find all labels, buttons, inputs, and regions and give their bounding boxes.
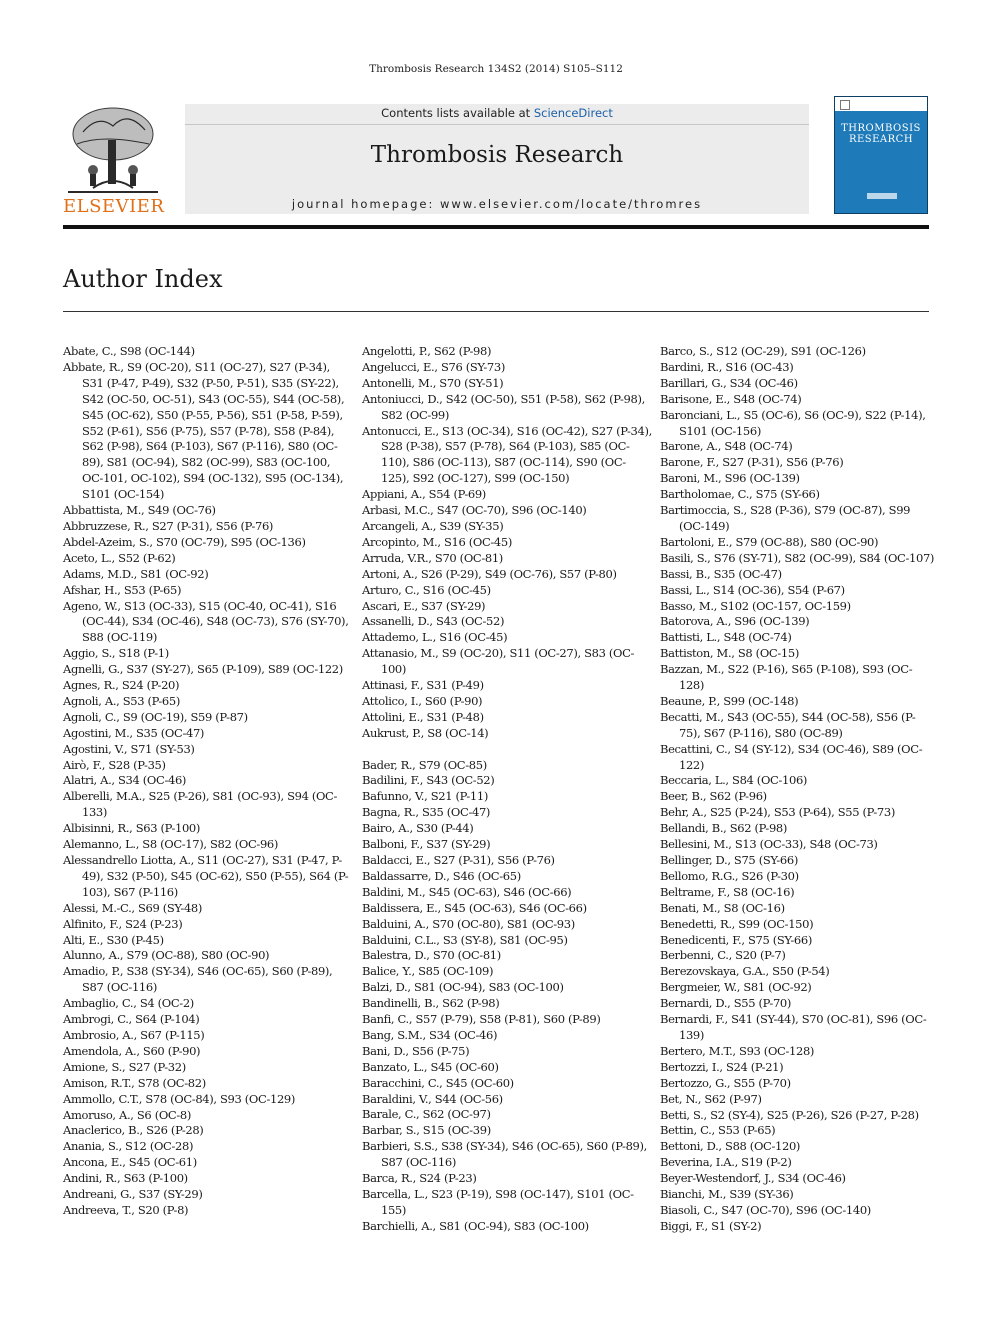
author-entry: Bairo, A., S30 (P-44) — [362, 821, 474, 836]
cover-title — [835, 123, 927, 145]
author-entry: Bassi, L., S14 (OC-36), S54 (P-67) — [660, 582, 845, 597]
author-entry: Ambaglio, C., S4 (OC-2) — [63, 996, 194, 1011]
author-entry: Agnes, R., S24 (P-20) — [63, 678, 180, 693]
author-entry: Balduini, A., S70 (OC-80), S81 (OC-93) — [362, 916, 575, 931]
author-entry: Alunno, A., S79 (OC-88), S80 (OC-90) — [63, 948, 270, 963]
author-entry: Bartholomae, C., S75 (SY-66) — [660, 487, 820, 502]
journal-homepage-link[interactable]: journal homepage: www.elsevier.com/locate/thromres — [291, 197, 703, 211]
author-entry: Baldacci, E., S27 (P-31), S56 (P-76) — [362, 852, 555, 867]
author-entry: Attademo, L., S16 (OC-45) — [362, 630, 508, 645]
author-entry: Bellinger, D., S75 (SY-66) — [660, 853, 798, 867]
author-entry: Beverina, I.A., S19 (P-2) — [660, 1155, 792, 1170]
author-entry: Andreani, G., S37 (SY-29) — [63, 1187, 203, 1202]
author-entry: Appiani, A., S54 (P-69) — [362, 487, 486, 502]
author-entry: Basso, M., S102 (OC-157, OC-159) — [660, 598, 851, 613]
author-entry: Benedetti, R., S99 (OC-150) — [660, 916, 814, 931]
author-entry: Airò, F., S28 (P-35) — [63, 757, 166, 772]
author-entry: Barcella, L., S23 (P-19), S98 (OC-147), S101 (OC-155) — [362, 1187, 634, 1217]
author-entry: Barale, C., S62 (OC-97) — [362, 1107, 491, 1122]
cover-title-line2: RESEARCH — [848, 134, 914, 145]
author-entry: Aceto, L., S52 (P-62) — [63, 550, 176, 565]
author-entry: Barone, A., S48 (OC-74) — [660, 439, 793, 454]
author-entry: Abdel-Azeim, S., S70 (OC-79), S95 (OC-136) — [63, 534, 306, 549]
author-entry: Ancona, E., S45 (OC-61) — [63, 1155, 197, 1170]
author-entry: Angelucci, E., S76 (SY-73) — [362, 359, 505, 374]
author-entry: Attolini, E., S31 (P-48) — [362, 709, 484, 724]
author-entry: Andreeva, T., S20 (P-8) — [63, 1202, 189, 1217]
author-entry: Bafunno, V., S21 (P-11) — [362, 789, 488, 804]
author-entry: Balice, Y., S85 (OC-109) — [362, 964, 494, 979]
author-entry: Betti, S., S2 (SY-4), S25 (P-26), S26 (P-27, P-28) — [660, 1107, 919, 1122]
contents-prefix: Contents lists available at — [381, 106, 534, 120]
author-entry: Batorova, A., S96 (OC-139) — [660, 614, 810, 629]
author-entry: Becatti, M., S43 (OC-55), S44 (OC-58), S56 (P-75), S67 (P-116), S80 (OC-89) — [660, 709, 916, 740]
author-entry: Attolico, I., S60 (P-90) — [362, 693, 483, 708]
author-entry: Abbruzzese, R., S27 (P-31), S56 (P-76) — [63, 518, 274, 533]
author-entry: Beccaria, L., S84 (OC-106) — [660, 773, 808, 788]
author-entry: Alberelli, M.A., S25 (P-26), S81 (OC-93), S94 (OC-133) — [63, 789, 338, 820]
author-entry: Arcangeli, A., S39 (SY-35) — [362, 518, 504, 533]
author-entry: Bani, D., S56 (P-75) — [362, 1043, 470, 1058]
author-entry: Benati, M., S8 (OC-16) — [660, 900, 785, 915]
author-entry: Barillari, G., S34 (OC-46) — [660, 375, 798, 390]
author-entry: Baldini, M., S45 (OC-63), S46 (OC-66) — [362, 884, 572, 899]
author-entry: Bet, N., S62 (P-97) — [660, 1091, 762, 1106]
author-entry: Bergmeier, W., S81 (OC-92) — [660, 980, 812, 995]
journal-banner — [185, 104, 809, 214]
author-entry: Ageno, W., S13 (OC-33), S15 (OC-40, OC-41), S16 (OC-44), S34 (OC-46), S48 (OC-73), S76 (SY-70), S88 (OC-119) — [63, 598, 349, 645]
author-entry: Arbasi, M.C., S47 (OC-70), S96 (OC-140) — [362, 503, 587, 518]
author-entry: Arcopinto, M., S16 (OC-45) — [362, 534, 512, 549]
author-entry: Benedicenti, F., S75 (SY-66) — [660, 932, 812, 947]
author-entry: Alatri, A., S34 (OC-46) — [63, 773, 187, 788]
author-entry: Amendola, A., S60 (P-90) — [63, 1043, 201, 1058]
author-entry: Barca, R., S24 (P-23) — [362, 1171, 477, 1186]
author-entry: Badilini, F., S43 (OC-52) — [362, 773, 495, 788]
author-entry: Bellesini, M., S13 (OC-33), S48 (OC-73) — [660, 837, 878, 852]
author-entry: Afshar, H., S53 (P-65) — [63, 582, 182, 597]
elsevier-wordmark: ELSEVIER — [63, 196, 165, 217]
author-entry: Barbieri, S.S., S38 (SY-34), S46 (OC-65), S60 (P-89), S87 (OC-116) — [362, 1139, 647, 1170]
author-entry: Abbattista, M., S49 (OC-76) — [63, 503, 216, 518]
author-entry: Barone, F., S27 (P-31), S56 (P-76) — [660, 455, 844, 470]
author-entry: Agnoli, A., S53 (P-65) — [63, 693, 181, 708]
author-entry: Bernardi, F., S41 (SY-44), S70 (OC-81), S96 (OC-139) — [660, 1012, 927, 1042]
author-entry: Albisinni, R., S63 (P-100) — [63, 821, 201, 836]
author-entry: Bellomo, R.G., S26 (P-30) — [660, 868, 799, 883]
author-entry: Barisone, E., S48 (OC-74) — [660, 391, 802, 406]
contents-lists-line — [185, 106, 809, 120]
author-entry: Aggio, S., S18 (P-1) — [63, 646, 169, 661]
author-entry: Abate, C., S98 (OC-144) — [63, 344, 195, 358]
author-entry: Aukrust, P., S8 (OC-14) — [362, 725, 489, 740]
index-column-3 — [660, 344, 935, 1235]
author-entry: Ascari, E., S37 (SY-29) — [362, 598, 486, 613]
author-entry: Berbenni, C., S20 (P-7) — [660, 948, 786, 963]
author-entry: Arruda, V.R., S70 (OC-81) — [362, 550, 503, 565]
author-entry: Alfinito, F., S24 (P-23) — [63, 916, 183, 931]
author-entry: Antonelli, M., S70 (SY-51) — [362, 375, 504, 390]
author-entry: Bertero, M.T., S93 (OC-128) — [660, 1043, 815, 1058]
author-entry: Barbar, S., S15 (OC-39) — [362, 1123, 491, 1138]
author-entry: Abbate, R., S9 (OC-20), S11 (OC-27), S27 (P-34), S31 (P-47, P-49), S32 (P-50, P-51), S35 (SY-22), S42 (OC-50, OC-51), S43 (OC-55), S44 (OC-58), S45 (OC-62), S50 (P-55, P-56), S51 (P-58, P-59), S52 (P-61), S56 (P-75), S57 (P-78), S58 (P-84), S62 (P-98), S64 (P-103), S67 (P-116), S80 (OC-89), S81 (OC-94), S82 (OC-99), S83 (OC-100, OC-101, OC-102), S94 (OC-132), S95 (OC-134), S101 (OC-154) — [63, 359, 345, 502]
cover-title-line1: THROMBOSIS — [841, 123, 921, 134]
author-entry: Ambrogi, C., S64 (P-104) — [63, 1012, 200, 1027]
author-entry: Baroni, M., S96 (OC-139) — [660, 471, 800, 486]
index-column-1 — [63, 344, 353, 1219]
author-entry: Bader, R., S79 (OC-85) — [362, 757, 487, 772]
author-entry: Beaune, P., S99 (OC-148) — [660, 693, 799, 708]
letter-group-gap — [362, 742, 652, 758]
author-entry: Banzato, L., S45 (OC-60) — [362, 1059, 499, 1074]
author-entry: Bandinelli, B., S62 (P-98) — [362, 996, 500, 1011]
author-entry: Andini, R., S63 (P-100) — [63, 1171, 188, 1186]
author-entry: Arturo, C., S16 (OC-45) — [362, 582, 491, 597]
author-entry: Alemanno, L., S8 (OC-17), S82 (OC-96) — [63, 837, 279, 852]
author-entry: Berezovskaya, G.A., S50 (P-54) — [660, 964, 830, 979]
author-entry: Banfi, C., S57 (P-79), S58 (P-81), S60 (P-89) — [362, 1012, 601, 1027]
author-entry: Amison, R.T., S78 (OC-82) — [63, 1075, 206, 1090]
author-entry: Becattini, C., S4 (SY-12), S34 (OC-46), S89 (OC-122) — [660, 741, 923, 772]
author-entry: Biasoli, C., S47 (OC-70), S96 (OC-140) — [660, 1202, 871, 1217]
author-entry: Baracchini, C., S45 (OC-60) — [362, 1075, 514, 1090]
author-entry: Basili, S., S76 (SY-71), S82 (OC-99), S84 (OC-107) — [660, 550, 935, 565]
journal-citation: Thrombosis Research 134S2 (2014) S105–S112 — [369, 63, 623, 75]
author-entry: Alessandrello Liotta, A., S11 (OC-27), S31 (P-47, P-49), S32 (P-50), S45 (OC-62), S50 (P-55), S64 (P-103), S67 (P-116) — [63, 853, 349, 899]
author-entry: Barco, S., S12 (OC-29), S91 (OC-126) — [660, 344, 866, 358]
author-entry: Artoni, A., S26 (P-29), S49 (OC-76), S57 (P-80) — [362, 566, 617, 581]
author-entry: Bettin, C., S53 (P-65) — [660, 1123, 776, 1138]
author-entry: Battiston, M., S8 (OC-15) — [660, 646, 799, 661]
author-entry: Bellandi, B., S62 (P-98) — [660, 821, 788, 836]
author-entry: Bartimoccia, S., S28 (P-36), S79 (OC-87), S99 (OC-149) — [660, 503, 911, 533]
journal-cover-thumbnail — [834, 96, 928, 214]
author-entry: Adams, M.D., S81 (OC-92) — [63, 566, 209, 581]
title-rule — [63, 311, 929, 312]
author-entry: Bassi, B., S35 (OC-47) — [660, 566, 782, 581]
author-entry: Balzi, D., S81 (OC-94), S83 (OC-100) — [362, 980, 564, 995]
author-entry: Amoruso, A., S6 (OC-8) — [63, 1107, 191, 1122]
author-entry: Bazzan, M., S22 (P-16), S65 (P-108), S93 (OC-128) — [660, 662, 913, 693]
author-entry: Agostini, V., S71 (SY-53) — [63, 741, 195, 756]
author-entry: Agnoli, C., S9 (OC-19), S59 (P-87) — [63, 709, 248, 724]
author-entry: Bianchi, M., S39 (SY-36) — [660, 1187, 794, 1202]
author-entry: Amadio, P., S38 (SY-34), S46 (OC-65), S60 (P-89), S87 (OC-116) — [63, 964, 333, 995]
cover-header-strip — [835, 97, 927, 111]
author-entry: Anania, S., S12 (OC-28) — [63, 1139, 194, 1154]
author-entry: Baldissera, E., S45 (OC-63), S46 (OC-66) — [362, 900, 587, 915]
author-entry: Antoniucci, D., S42 (OC-50), S51 (P-58), S62 (P-98), S82 (OC-99) — [362, 391, 645, 422]
index-column-2 — [362, 344, 652, 1235]
author-entry: Attanasio, M., S9 (OC-20), S11 (OC-27), S83 (OC-100) — [362, 646, 635, 677]
author-entry: Bernardi, D., S55 (P-70) — [660, 996, 792, 1011]
author-entry: Bartoloni, E., S79 (OC-88), S80 (OC-90) — [660, 534, 879, 549]
author-entry: Ammollo, C.T., S78 (OC-84), S93 (OC-129) — [63, 1091, 296, 1106]
author-entry: Agostini, M., S35 (OC-47) — [63, 725, 205, 740]
author-entry: Balboni, F., S37 (SY-29) — [362, 837, 491, 852]
author-entry: Alessi, M.-C., S69 (SY-48) — [63, 900, 203, 915]
header-rule — [63, 225, 929, 229]
author-entry: Behr, A., S25 (P-24), S53 (P-64), S55 (P-73) — [660, 805, 896, 820]
author-entry: Beyer-Westendorf, J., S34 (OC-46) — [660, 1171, 846, 1186]
author-entry: Baronciani, L., S5 (OC-6), S6 (OC-9), S22 (P-14), S101 (OC-156) — [660, 407, 926, 438]
author-entry: Beer, B., S62 (P-96) — [660, 789, 767, 804]
author-entry: Assanelli, D., S43 (OC-52) — [362, 614, 505, 629]
journal-name: Thrombosis Research — [370, 142, 624, 168]
author-entry: Bang, S.M., S34 (OC-46) — [362, 1027, 498, 1042]
author-entry: Balduini, C.L., S3 (SY-8), S81 (OC-95) — [362, 932, 568, 947]
author-entry: Biggi, F., S1 (SY-2) — [660, 1218, 762, 1233]
author-entry: Barchielli, A., S81 (OC-94), S83 (OC-100) — [362, 1218, 589, 1233]
author-entry: Battisti, L., S48 (OC-74) — [660, 630, 792, 645]
author-entry: Anaclerico, B., S26 (P-28) — [63, 1123, 204, 1138]
author-entry: Alti, E., S30 (P-45) — [63, 932, 164, 947]
author-entry: Bertozzi, I., S24 (P-21) — [660, 1059, 784, 1074]
author-entry: Bertozzo, G., S55 (P-70) — [660, 1075, 791, 1090]
author-entry: Attinasi, F., S31 (P-49) — [362, 678, 484, 693]
author-entry: Beltrame, F., S8 (OC-16) — [660, 884, 795, 899]
cover-publisher-icon — [840, 100, 850, 110]
author-entry: Baldassarre, D., S46 (OC-65) — [362, 868, 521, 883]
author-entry: Bardini, R., S16 (OC-43) — [660, 359, 794, 374]
author-entry: Antonucci, E., S13 (OC-34), S16 (OC-42), S27 (P-34), S28 (P-38), S57 (P-78), S64 (P-103), S85 (OC-110), S86 (OC-113), S87 (OC-114), S90 (OC-125), S92 (OC-127), S99 (OC-150) — [362, 423, 652, 486]
author-entry: Amione, S., S27 (P-32) — [63, 1059, 186, 1074]
banner-divider — [185, 124, 809, 125]
author-entry: Angelotti, P., S62 (P-98) — [362, 344, 492, 358]
author-entry: Bettoni, D., S88 (OC-120) — [660, 1139, 801, 1154]
cover-footer-mark — [867, 193, 897, 199]
page-title: Author Index — [63, 265, 223, 293]
sciencedirect-link[interactable]: ScienceDirect — [533, 106, 613, 120]
author-entry: Balestra, D., S70 (OC-81) — [362, 948, 501, 963]
author-entry: Agnelli, G., S37 (SY-27), S65 (P-109), S89 (OC-122) — [63, 662, 343, 677]
author-entry: Ambrosio, A., S67 (P-115) — [63, 1027, 205, 1042]
author-entry: Bagna, R., S35 (OC-47) — [362, 805, 491, 820]
author-entry: Baraldini, V., S44 (OC-56) — [362, 1091, 503, 1106]
